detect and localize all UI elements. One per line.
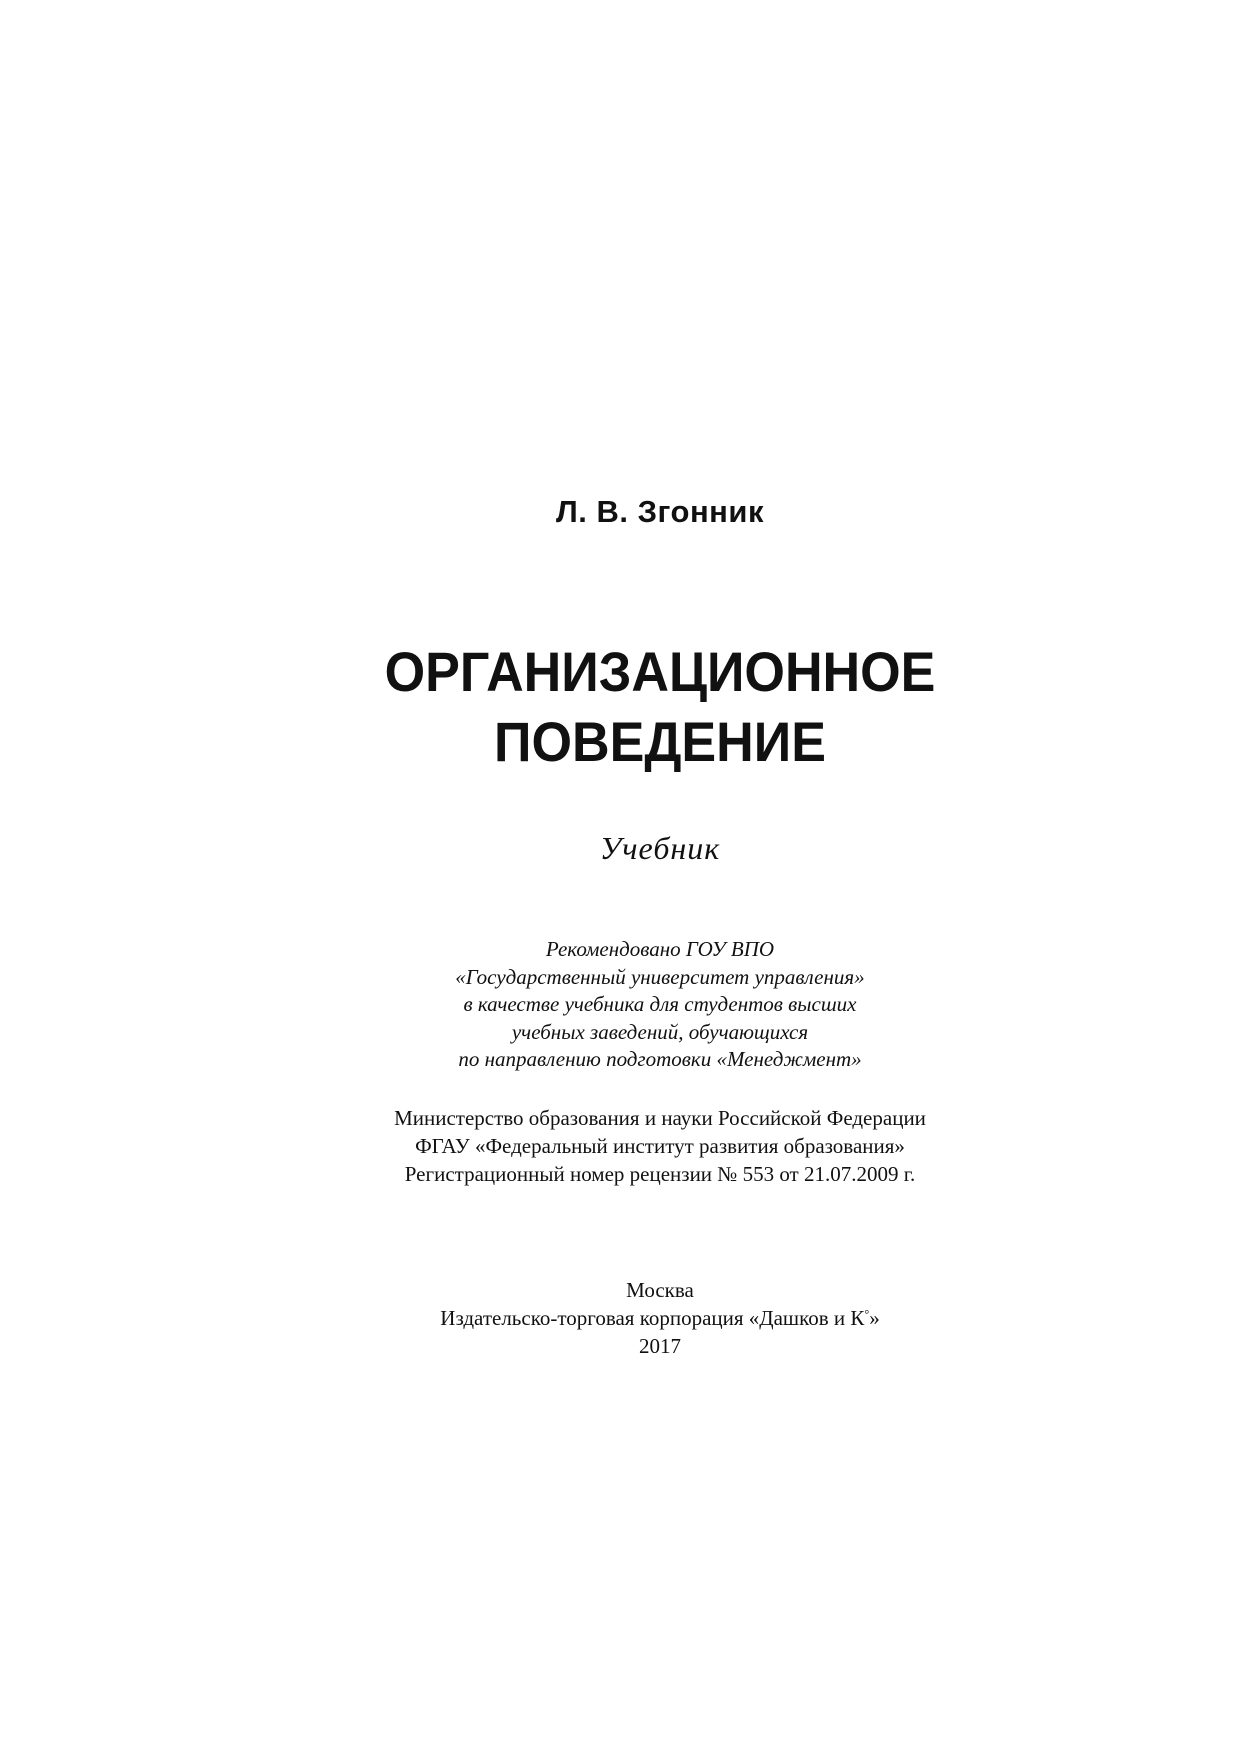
recommendation-line: учебных заведений, обучающихся — [511, 1019, 809, 1044]
recommendation-block — [0, 936, 1241, 1074]
ministry-line: Министерство образования и науки Российской Федерации — [394, 1106, 926, 1130]
book-title-line-2: ПОВЕДЕНИЕ — [494, 710, 826, 773]
book-type: Учебник — [599, 830, 721, 866]
publisher-block — [0, 1276, 1241, 1360]
publisher-name — [0, 1304, 1241, 1332]
ministry-line: ФГАУ «Федеральный институт развития образования» — [415, 1134, 905, 1158]
recommendation-line: по направлению подготовки «Менеджмент» — [458, 1047, 862, 1071]
recommendation-line: Рекомендовано ГОУ ВПО — [545, 937, 775, 961]
publisher-city: Москва — [626, 1278, 694, 1302]
book-title — [0, 637, 1241, 777]
author-name: Л. В. Згонник — [556, 494, 764, 529]
recommendation-line: в качестве учебника для студентов высших — [463, 992, 857, 1016]
book-title-line-1: ОРГАНИЗАЦИОННОЕ — [384, 640, 936, 703]
publisher-name-superscript: ° — [864, 1307, 870, 1321]
publisher-name-prefix: Издательско-торговая корпорация «Дашков и К — [440, 1306, 865, 1330]
publisher-name-suffix: » — [869, 1306, 880, 1330]
ministry-block — [0, 1104, 1241, 1188]
ministry-line: Регистрационный номер рецензии № 553 от 21.07.2009 г. — [404, 1162, 916, 1186]
recommendation-line: «Государственный университет управления» — [455, 964, 865, 989]
publication-year: 2017 — [639, 1334, 681, 1358]
